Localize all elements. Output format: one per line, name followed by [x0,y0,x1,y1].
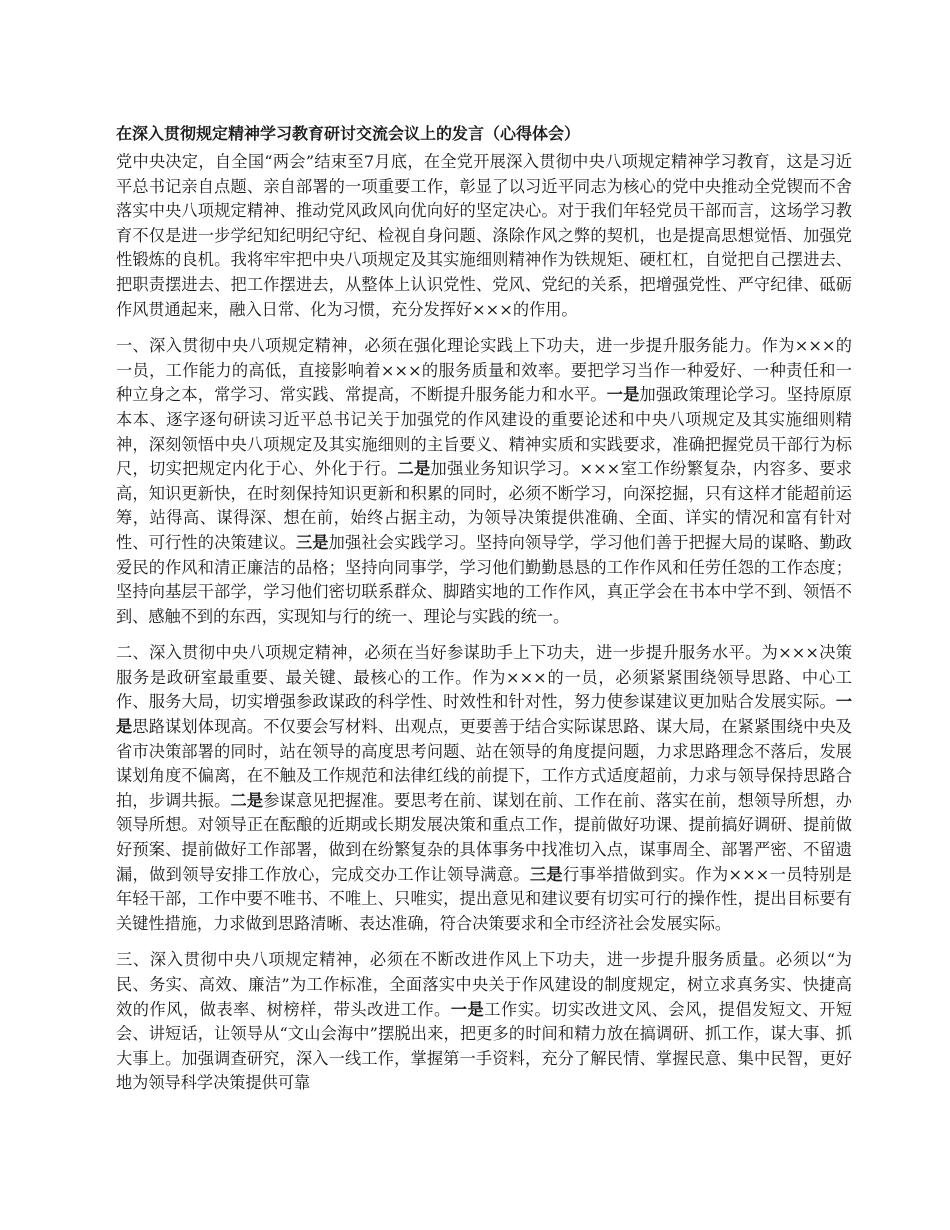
body-paragraph [116,948,852,1096]
paragraph-text: 思路谋划体现高。不仅要会写材料、出观点，更要善于结合实际谋思路、谋大局，在紧紧围绕中央及省市决策部署的同时，站在领导的高度思考问题、站在领导的角度提问题，力求思路理念不落后，发展谋划角度不偏离，在不触及工作规范和法律红线的前提下，工作方式适度超前，力求与领导保持思路合拍，步调共振。 [116,717,852,810]
paragraph-text: 三、深入贯彻中央八项规定精神，必须在不断改进作风上下功夫，进一步提升服务质量。必须以“为民、务实、高效、廉洁”为工作标准，全面落实中央关于作风建设的制度规定，树立求真务实、快捷高效的作风，做表率、树榜样，带头改进工作。 [116,950,852,1019]
paragraph-text: 参谋意见把握准。要思考在前、谋划在前、工作在前、落实在前，想领导所想，办领导所想。对领导正在酝酿的近期或长期发展决策和重点工作，提前做好功课、提前搞好调研、提前做好预案、提前做好工作部署，做到在纷繁复杂的具体事务中找准切入点，谋事周全、部署严密、不留遗漏，做到领导安排工作放心，完成交办工作让领导满意。 [116,790,852,884]
paragraph-text: 二、深入贯彻中央八项规定精神，必须在当好参谋助手上下功夫，进一步提升服务水平。为×××决策服务是政研室最重要、最关键、最核心的工作。作为×××的一员，必须紧紧围绕领导思路、中心工作、服务大局，切实增强参政谋政的科学性、时效性和针对性，努力使参谋建议更加贴合发展实际。 [116,643,852,712]
paragraph-text: 党中央决定，自全国“两会”结束至7月底，在全党开展深入贯彻中央八项规定精神学习教育，这是习近平总书记亲自点题、亲自部署的一项重要工作，彰显了以习近平同志为核心的党中央推动全党锲而不舍落实中央八项规定精神、推动党风政风向优向好的坚定决心。对于我们年轻党员干部而言，这场学习教育不仅是进一步学纪知纪明纪守纪、检视自身问题、涤除作风之弊的契机，也是提高思想觉悟、加强党性锻炼的良机。我将牢牢把中央八项规定及其实施细则精神作为铁规矩、硬杠杠，自觉把自己摆进去、把职责摆进去、把工作摆进去，从整体上认识党性、党风、党纪的关系，把增强党性、严守纪律、砥砺作风贯通起来，融入日常、化为习惯，充分发挥好×××的作用。 [116,152,852,319]
document-body [116,150,852,1096]
emphasis-marker: 二是 [230,790,264,810]
body-paragraph [116,641,852,936]
emphasis-marker: 一是 [606,385,640,405]
emphasis-marker: 三是 [295,532,329,552]
paragraph-text: 加强政策理论学习。坚持原原本本、逐字逐句研读习近平总书记关于加强党的作风建设的重要论述和中央八项规定及其实施细则精神，深刻领悟中央八项规定及其实施细则的主旨要义、精神实质和实践要求，准确把握党员干部行为标尺，切实把规定内化于心、外化于行。 [116,385,852,479]
paragraph-text: 行事举措做到实。作为×××一员特别是年轻干部，工作中要不唯书、不唯上、只唯实，提出意见和建议要有切实可行的操作性，提出目标要有关键性措施，力求做到思路清晰、表达准确，符合决策要求和全市经济社会发展实际。 [116,864,852,933]
paragraph-text: 工作实。切实改进文风、会风，提倡发短文、开短会、讲短话，让领导从“文山会海中”摆脱出来，把更多的时间和精力放在搞调研、抓工作，谋大事、抓大事上。加强调查研究，深入一线工作，掌握第一手资料，充分了解民情、掌握民意、集中民智，更好地为领导科学决策提供可靠 [116,999,853,1093]
document-page [116,122,852,1108]
body-paragraph [116,334,852,629]
emphasis-marker: 一是 [116,692,852,737]
paragraph-text: 一、深入贯彻中央八项规定精神，必须在强化理论实践上下功夫，进一步提升服务能力。作为×××的一员，工作能力的高低，直接影响着×××的服务质量和效率。要把学习当作一种爱好、一种责任和一种立身之本，常学习、常实践、常提高，不断提升服务能力和水平。 [116,336,852,405]
emphasis-marker: 三是 [529,864,563,884]
paragraph-text: 加强业务知识学习。×××室工作纷繁复杂，内容多、要求高，知识更新快，在时刻保持知识更新和积累的同时，必须不断学习，向深挖掘，只有这样才能超前运筹，站得高、谋得深、想在前，始终占据主动，为领导决策提供准确、全面、详实的情况和富有针对性、可行性的决策建议。 [116,459,852,552]
emphasis-marker: 二是 [397,459,431,479]
emphasis-marker: 一是 [450,999,485,1019]
paragraph-text: 加强社会实践学习。坚持向领导学，学习他们善于把握大局的谋略、勤政爱民的作风和清正廉洁的品格；坚持向同事学，学习他们勤勤恳恳的工作作风和任劳任怨的工作态度；坚持向基层干部学，学习他们密切联系群众、脚踏实地的工作作风，真正学会在书本中学不到、领悟不到、感触不到的东西，实现知与行的统一、理论与实践的统一。 [116,532,852,626]
document-title: 在深入贯彻规定精神学习教育研讨交流会议上的发言（心得体会） [116,124,581,143]
body-paragraph [116,150,852,322]
